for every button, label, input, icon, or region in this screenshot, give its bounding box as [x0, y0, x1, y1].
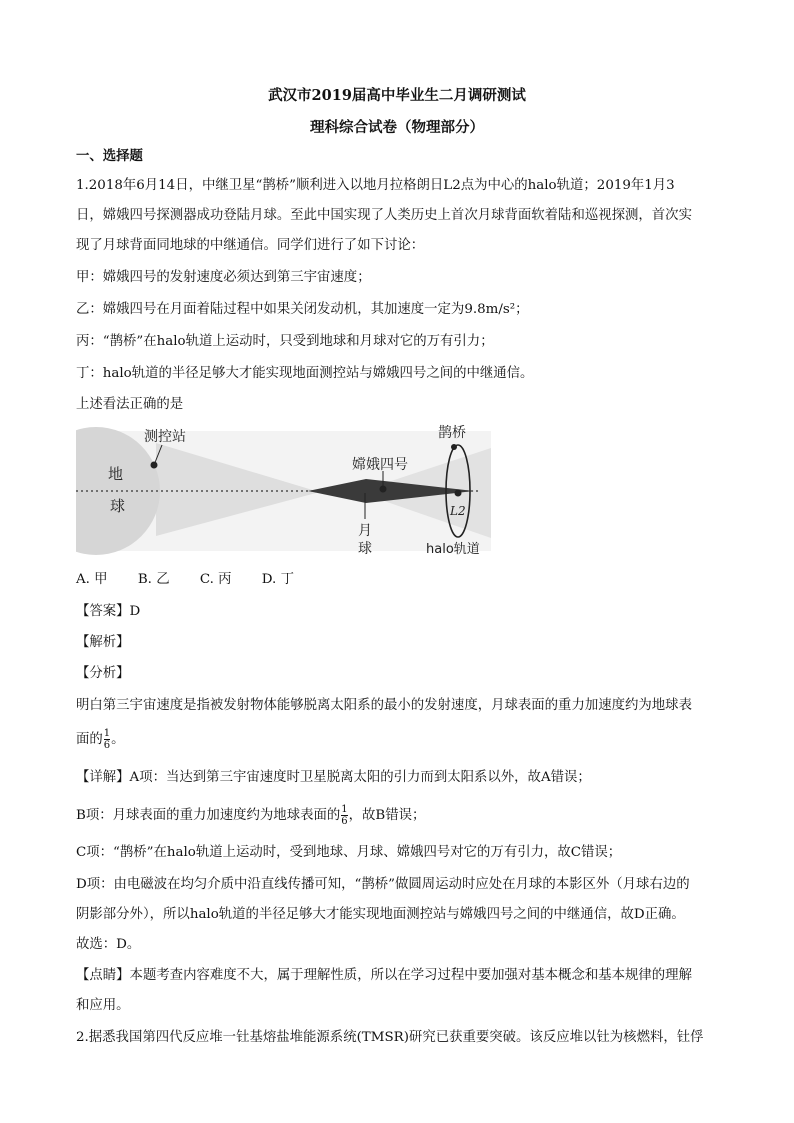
q1-stem-line-3: 现了月球背面同地球的中继通信。同学们进行了如下讨论：: [76, 238, 425, 253]
fenxi-heading: 【分析】: [76, 666, 130, 681]
l2-dot: [455, 490, 462, 497]
answer-line: 【答案】D: [76, 604, 141, 619]
note-line-1: 【点睛】本题考查内容难度不大，属于理解性质，所以在学习过程中要加强对基本概念和基本规律的理解: [76, 968, 692, 983]
fenxi-line-2: [76, 728, 125, 751]
q1-statement-a: 甲：嫦娥四号的发射速度必须达到第三宇宙速度；: [76, 270, 371, 285]
detail-b-post: ，故B错误；: [348, 808, 426, 823]
fraction-denominator: 6: [103, 740, 111, 751]
option-b: B. 乙: [137, 572, 170, 587]
q1-statement-d: 丁：halo轨道的半径足够大才能实现地面测控站与嫦娥四号之间的中继通信。: [76, 366, 534, 381]
detail-a: 【详解】A项：当达到第三宇宙速度时卫星脱离太阳的引力而到太阳系以外，故A错误；: [76, 770, 591, 785]
choose-line: 故选：D。: [76, 937, 141, 952]
page-title: 武汉市2019届高中毕业生二月调研测试: [268, 87, 526, 104]
q2-stem-line-1: 2.据悉我国第四代反应堆一钍基熔盐堆能源系统(TMSR)研究已获重要突破。该反应堆以钍为核燃料，钍俘: [76, 1030, 704, 1045]
q1-statement-c: 丙：“鹊桥”在halo轨道上运动时，只受到地球和月球对它的万有引力；: [76, 334, 494, 349]
earth-label-1: 地: [108, 465, 124, 483]
q1-question: 上述看法正确的是: [76, 397, 184, 412]
fraction-one-sixth: [104, 728, 110, 751]
q1-stem-line-2: 日，嫦娥四号探测器成功登陆月球。至此中国实现了人类历史上首次月球背面软着陆和巡视探测，首次实: [76, 208, 692, 223]
option-d: D. 丁: [261, 572, 294, 587]
halo-label: halo轨道: [426, 542, 480, 557]
station-label: 测控站: [144, 429, 186, 445]
fenxi-line-2-post: 。: [111, 732, 125, 747]
earth-moon-relay-diagram: [76, 423, 491, 563]
page-subtitle: 理科综合试卷（物理部分）: [310, 119, 484, 136]
detail-b: [76, 804, 425, 827]
option-c: C. 丙: [199, 572, 232, 587]
queqiao-dot: [451, 444, 457, 450]
q1-stem-line-1: 1.2018年6月14日，中继卫星“鹊桥”顺利进入以地月拉格朗日L2点为中心的halo轨道；2019年1月3: [76, 178, 675, 193]
option-a: A. 甲: [76, 572, 108, 587]
q1-options: [76, 570, 320, 590]
fenxi-line-2-pre: 面的: [76, 732, 103, 747]
change4-label: 嫦娥四号: [352, 457, 408, 473]
section-heading: 一、选择题: [76, 148, 143, 164]
fraction-one-sixth-b: [341, 804, 347, 827]
fraction-numerator: 1: [103, 728, 111, 739]
analysis-heading: 【解析】: [76, 635, 130, 650]
fraction-b-numerator: 1: [341, 804, 348, 815]
earth-label-2: 球: [110, 497, 126, 515]
detail-d-line-1: D项：由电磁波在均匀介质中沿直线传播可知，“鹊桥”做圆周运动时应处在月球的本影区外（月球右边的: [76, 877, 690, 892]
moon-label-1: 月: [358, 523, 372, 539]
moon-label-2: 球: [358, 541, 372, 557]
fraction-b-denominator: 6: [341, 816, 348, 827]
fenxi-line-1: 明白第三宇宙速度是指被发射物体能够脱离太阳系的最小的发射速度，月球表面的重力加速度约为地球表: [76, 698, 692, 713]
detail-d-line-2: 阴影部分外），所以halo轨道的半径足够大才能实现地面测控站与嫦娥四号之间的中继通信，故D正确。: [76, 907, 685, 922]
q1-statement-b: 乙：嫦娥四号在月面着陆过程中如果关闭发动机，其加速度一定为9.8m/s²；: [76, 302, 529, 317]
note-line-2: 和应用。: [76, 998, 130, 1013]
detail-b-pre: B项：月球表面的重力加速度约为地球表面的: [76, 808, 341, 823]
queqiao-label: 鹊桥: [438, 425, 466, 441]
detail-c: C项：“鹊桥”在halo轨道上运动时，受到地球、月球、嫦娥四号对它的万有引力，故C错误；: [76, 845, 622, 860]
l2-label: L2: [450, 504, 466, 518]
